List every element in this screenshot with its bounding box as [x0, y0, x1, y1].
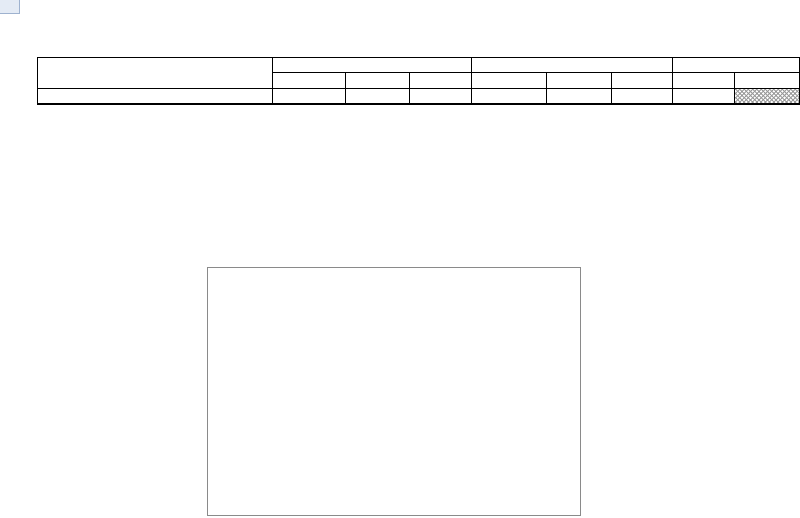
col-soles-var[interactable]	[673, 73, 735, 88]
col-soles-2023[interactable]	[273, 73, 346, 88]
existencias-chart[interactable]	[207, 267, 581, 516]
subcuenta-header[interactable]	[38, 58, 273, 89]
year-2022-header[interactable]	[472, 58, 673, 73]
totals-label[interactable]	[38, 88, 273, 103]
total-s2023[interactable]	[273, 88, 346, 103]
total-p2022[interactable]	[547, 88, 612, 103]
total-var[interactable]	[673, 88, 735, 103]
total-varp-empty[interactable]	[735, 88, 800, 103]
variacion-header[interactable]	[673, 58, 800, 73]
total-p2023[interactable]	[346, 88, 410, 103]
col-pct-total-2022[interactable]	[612, 73, 673, 88]
year-2023-header[interactable]	[273, 58, 472, 73]
existencias-table	[37, 57, 800, 105]
col-pct-2022[interactable]	[547, 73, 612, 88]
col-pct-var[interactable]	[735, 73, 800, 88]
col-pct-total-2023[interactable]	[410, 73, 472, 88]
select-all-corner[interactable]	[0, 0, 20, 14]
total-t2022[interactable]	[612, 88, 673, 103]
total-t2023[interactable]	[410, 88, 472, 103]
total-s2022[interactable]	[472, 88, 547, 103]
col-pct-2023[interactable]	[346, 73, 410, 88]
col-soles-2022[interactable]	[472, 73, 547, 88]
chart-plot	[208, 268, 582, 517]
